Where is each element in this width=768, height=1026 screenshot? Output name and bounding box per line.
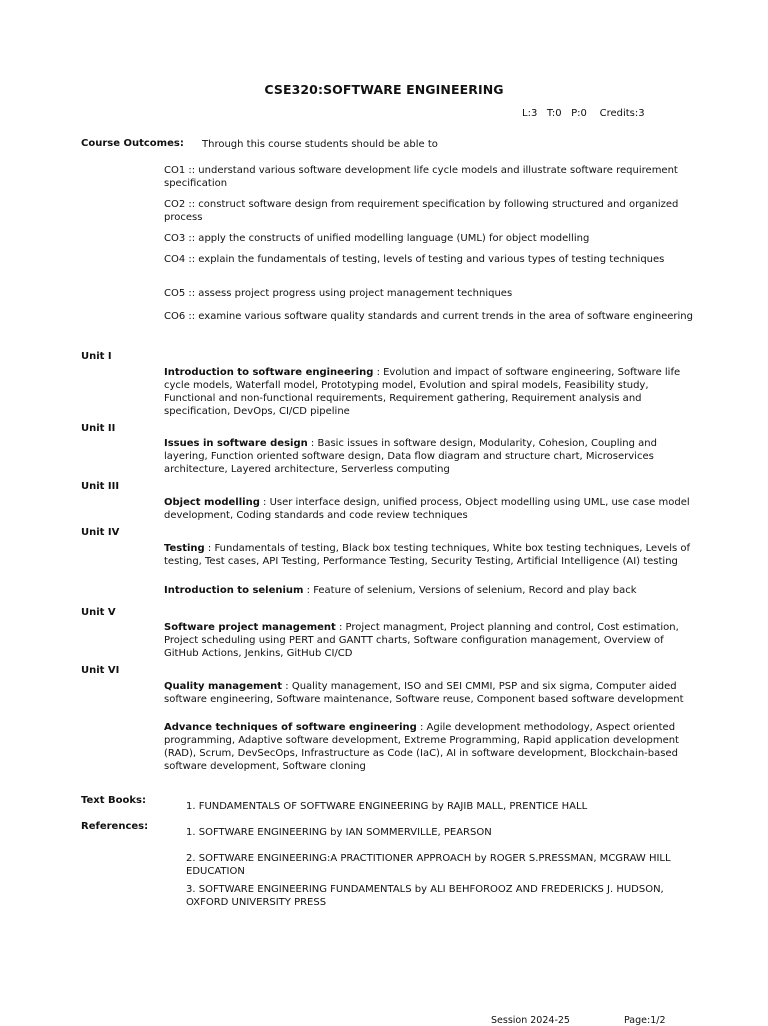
- unit-content: [164, 680, 694, 706]
- credits-line: L:3 T:0 P:0 Credits:3: [522, 108, 645, 119]
- unit-topic-text: : Feature of selenium, Versions of selenium, Record and play back: [303, 585, 637, 596]
- course-title: CSE320:SOFTWARE ENGINEERING: [264, 82, 504, 97]
- unit-topic-text: : Basic issues in software design, Modularity, Cohesion, Coupling and layering, Function oriented software design, Data flow diagram and structure chart, Microservices architecture, Layered architecture, Serverless computing: [164, 438, 657, 475]
- unit-label: Unit V: [81, 607, 116, 618]
- course-outcomes-label: Course Outcomes:: [81, 138, 184, 149]
- reference-item: 3. SOFTWARE ENGINEERING FUNDAMENTALS by ALI BEHFOROOZ AND FREDERICKS J. HUDSON, OXFORD UNIVERSITY PRESS: [186, 884, 664, 908]
- unit-content: [164, 542, 694, 568]
- course-outcome-item: CO3 :: apply the constructs of unified modelling language (UML) for object modelling: [164, 233, 590, 244]
- text-book-item: 1. FUNDAMENTALS OF SOFTWARE ENGINEERING by RAJIB MALL, PRENTICE HALL: [186, 801, 588, 812]
- course-outcome-item: CO1 :: understand various software development life cycle models and illustrate software requirement specification: [164, 165, 678, 189]
- unit-topic-text: : User interface design, unified process, Object modelling using UML, use case model development, Coding standards and code review techniques: [164, 497, 690, 521]
- unit-topic: Introduction to software engineering: [164, 367, 374, 378]
- unit-label: Unit I: [81, 351, 112, 362]
- course-outcome-item: CO2 :: construct software design from requirement specification by following structured and organized process: [164, 199, 679, 223]
- unit-topic-text: : Evolution and impact of software engineering, Software life cycle models, Waterfall model, Prototyping model, Evolution and spiral models, Feasibility study, Functional and non-functional requirements, Requirement gathering, Requirement analysis and specification, DevOps, CI/CD pipeline: [164, 367, 681, 417]
- unit-label: Unit II: [81, 423, 116, 434]
- reference-item: 1. SOFTWARE ENGINEERING by IAN SOMMERVILLE, PEARSON: [186, 827, 492, 838]
- session-label: Session 2024-25: [491, 1015, 570, 1026]
- unit-content: [164, 496, 694, 522]
- course-outcome-item: CO6 :: examine various software quality standards and current trends in the area of software engineering: [164, 311, 693, 322]
- unit-topic: Quality management: [164, 681, 283, 692]
- course-outcome-item: CO4 :: explain the fundamentals of testing, levels of testing and various types of testing techniques: [164, 254, 665, 265]
- unit-content: [164, 584, 694, 597]
- course-outcomes-intro: Through this course students should be able to: [202, 139, 438, 150]
- unit-topic: Software project management: [164, 622, 336, 633]
- unit-label: Unit VI: [81, 665, 120, 676]
- unit-content: [164, 437, 694, 476]
- unit-topic: Testing: [164, 543, 205, 554]
- unit-label: Unit IV: [81, 527, 120, 538]
- unit-topic-text: : Project managment, Project planning and control, Cost estimation, Project scheduling using PERT and GANTT charts, Software configuration management, Overview of GitHub Actions, Jenkins, GitHub CI/CD: [164, 622, 679, 659]
- unit-topic: Object modelling: [164, 497, 260, 508]
- unit-content: [164, 621, 694, 660]
- unit-topic: Advance techniques of software engineering: [164, 722, 417, 733]
- unit-topic-text: : Agile development methodology, Aspect oriented programming, Adaptive software development, Extreme Programming, Rapid application development (RAD), Scrum, DevSecOps, Infrastructure as Code (IaC), AI in software development, Blockchain-based software development, Software cloning: [164, 722, 679, 772]
- unit-label: Unit III: [81, 481, 120, 492]
- course-outcome-item: CO5 :: assess project progress using project management techniques: [164, 288, 513, 299]
- text-books-label: Text Books:: [81, 795, 146, 806]
- unit-topic-text: : Quality management, ISO and SEI CMMI, PSP and six sigma, Computer aided software engineering, Software maintenance, Software reuse, Component based software development: [164, 681, 684, 705]
- unit-content: [164, 721, 694, 773]
- reference-item: 2. SOFTWARE ENGINEERING:A PRACTITIONER APPROACH by ROGER S.PRESSMAN, MCGRAW HILL EDUCATION: [186, 853, 671, 877]
- unit-topic-text: : Fundamentals of testing, Black box testing techniques, White box testing techniques, Levels of testing, Test cases, API Testing, Performance Testing, Security Testing, Artificial Intelligence (AI) testing: [164, 543, 691, 567]
- page-number: Page:1/2: [624, 1015, 666, 1026]
- unit-topic: Issues in software design: [164, 438, 308, 449]
- unit-content: [164, 366, 694, 418]
- unit-topic: Introduction to selenium: [164, 585, 304, 596]
- references-label: References:: [81, 821, 149, 832]
